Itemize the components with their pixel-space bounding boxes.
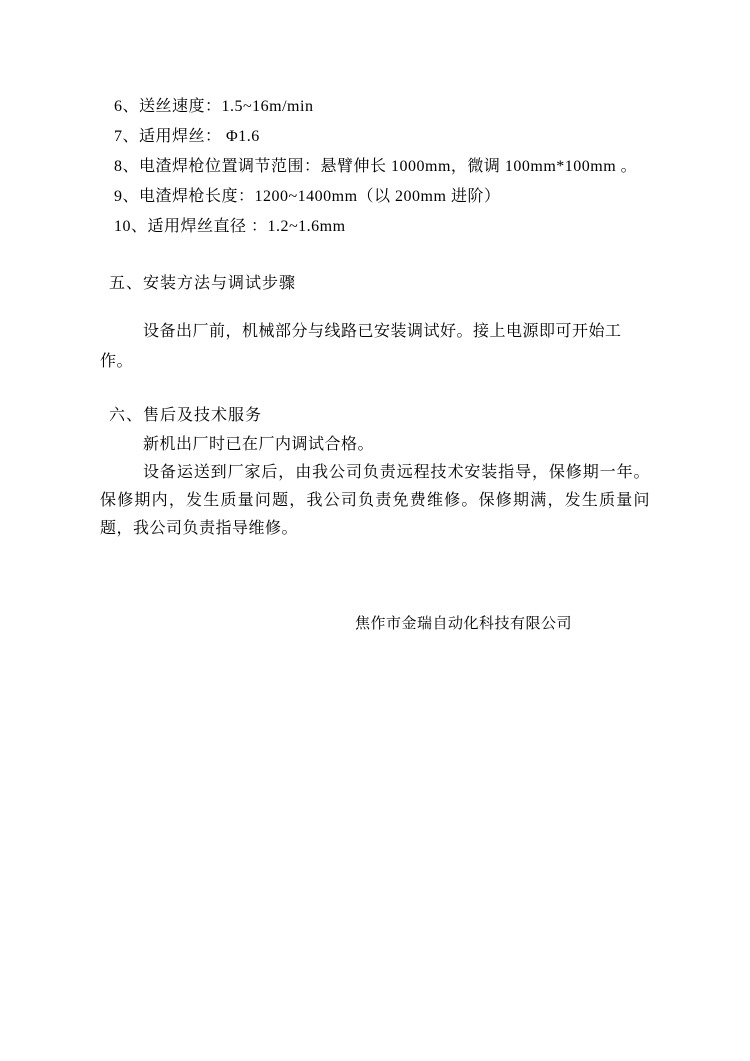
spec-item-wire-diameter: 10、适用焊丝直径 ：1.2~1.6mm (114, 218, 346, 235)
section-heading-install: 五、安装方法与调试步骤 (109, 275, 297, 292)
service-paragraph-warranty: 设备运送到厂家后，由我公司负责远程技术安装指导，保修期一年。保修期内，发生质量问题，我公司负责免费维修。保修期满，发生质量问题，我公司负责指导维修。 (100, 464, 650, 537)
spec-item-wire-feed-speed: 6、送丝速度：1.5~16m/min (114, 98, 314, 115)
spec-list (100, 92, 650, 242)
install-paragraph: 设备出厂前，机械部分与线路已安装调试好。接上电源即可开始工作。 (100, 323, 622, 370)
section-heading-service: 六、售后及技术服务 (109, 407, 263, 424)
spec-item-gun-length: 9、电渣焊枪长度：1200~1400mm（以 200mm 进阶） (114, 188, 501, 205)
spec-item-applicable-wire: 7、适用焊丝： Φ1.6 (114, 128, 260, 145)
spec-item-gun-position-range: 8、电渣焊枪位置调节范围：悬臂伸长 1000mm，微调 100mm*100mm 。 (114, 158, 638, 175)
company-signature: 焦作市金瑞自动化科技有限公司 (355, 616, 573, 632)
service-paragraph-factory-test: 新机出厂时已在厂内调试合格。 (143, 436, 375, 453)
